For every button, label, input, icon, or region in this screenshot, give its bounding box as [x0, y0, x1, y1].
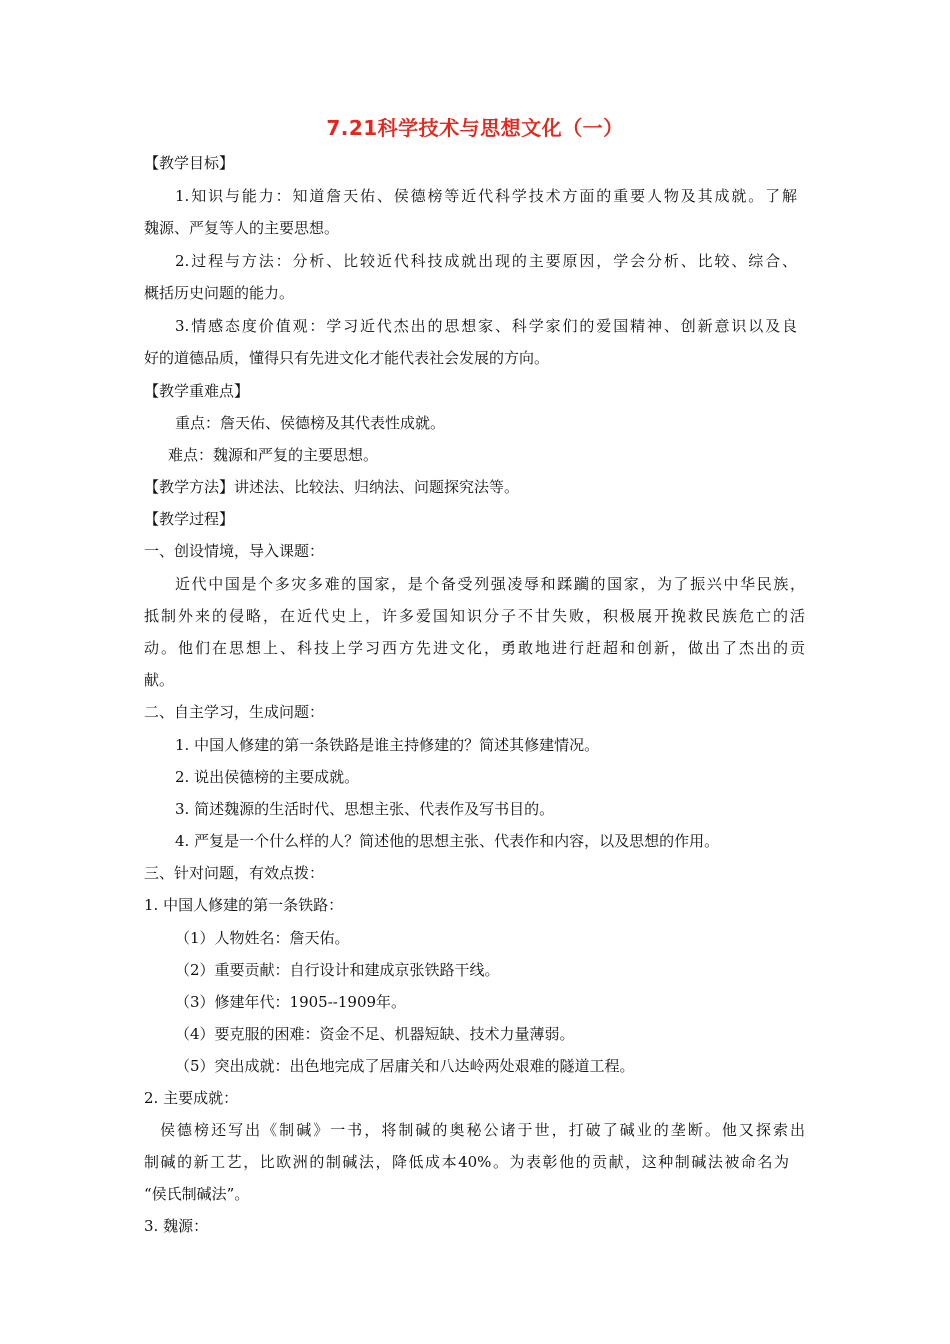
section-heading-keypoints: 【教学重难点】	[144, 382, 250, 400]
key-point: 重点：詹天佑、侯德榜及其代表性成就。	[175, 414, 446, 432]
answer-2-line-1: 侯德榜还写出《制碱》一书，将制碱的奥秘公诸于世，打破了碱业的垄断。他又探索出	[160, 1121, 805, 1139]
intro-line-1: 近代中国是个多灾多难的国家，是个备受列强凌辱和蹂躏的国家，为了振兴中华民族，	[175, 575, 805, 593]
intro-line-4: 献。	[144, 671, 175, 689]
difficult-point: 难点：魏源和严复的主要思想。	[168, 446, 379, 464]
goal-3-line-2: 好的道德品质，懂得只有先进文化才能代表社会发展的方向。	[144, 349, 550, 367]
intro-line-3: 动。他们在思想上、科技上学习西方先进文化，勇敢地进行赶超和创新，做出了杰出的贡	[144, 639, 805, 657]
goal-2-line-2: 概括历史问题的能力。	[144, 284, 295, 302]
answer-2-line-3: “侯氏制碱法”。	[144, 1185, 250, 1203]
document-title: 7.21科学技术与思想文化（一）	[326, 116, 624, 140]
answer-2-line-2: 制碱的新工艺，比欧洲的制碱法，降低成本40%。为表彰他的贡献，这种制碱法被命名为	[144, 1153, 789, 1171]
question-3: 3. 简述魏源的生活时代、思想主张、代表作及写书目的。	[175, 800, 555, 818]
answer-3-heading: 3. 魏源：	[144, 1217, 209, 1235]
step-2-heading: 二、自主学习，生成问题：	[144, 703, 325, 721]
answer-1-item-4: （4）要克服的困难：资金不足、机器短缺、技术力量薄弱。	[175, 1025, 575, 1043]
section-heading-goals: 【教学目标】	[144, 154, 235, 172]
goal-2-line-1: 2.过程与方法：分析、比较近代科技成就出现的主要原因，学会分析、比较、综合、	[175, 252, 797, 270]
answer-1-heading: 1. 中国人修建的第一条铁路：	[144, 896, 344, 914]
goal-1-line-1: 1.知识与能力：知道詹天佑、侯德榜等近代科学技术方面的重要人物及其成就。了解	[175, 187, 797, 205]
section-heading-process: 【教学过程】	[144, 510, 235, 528]
question-1: 1. 中国人修建的第一条铁路是谁主持修建的？简述其修建情况。	[175, 736, 600, 754]
answer-1-item-3: （3）修建年代：1905--1909年。	[175, 993, 407, 1011]
step-1-heading: 一、创设情境，导入课题：	[144, 542, 325, 560]
answer-1-item-5: （5）突出成就：出色地完成了居庸关和八达岭两处艰难的隧道工程。	[175, 1057, 635, 1075]
question-4: 4. 严复是一个什么样的人？简述他的思想主张、代表作和内容，以及思想的作用。	[175, 832, 720, 850]
goal-3-line-1: 3.情感态度价值观：学习近代杰出的思想家、科学家们的爱国精神、创新意识以及良	[175, 317, 797, 335]
answer-1-item-1: （1）人物姓名：詹天佑。	[175, 929, 350, 947]
goal-1-line-2: 魏源、严复等人的主要思想。	[144, 219, 340, 237]
step-3-heading: 三、针对问题，有效点拨：	[144, 864, 325, 882]
question-2: 2. 说出侯德榜的主要成就。	[175, 768, 360, 786]
intro-line-2: 抵制外来的侵略，在近代史上，许多爱国知识分子不甘失败，积极展开挽救民族危亡的活	[144, 607, 805, 625]
answer-2-heading: 2. 主要成就：	[144, 1089, 239, 1107]
answer-1-item-2: （2）重要贡献：自行设计和建成京张铁路干线。	[175, 961, 500, 979]
teaching-methods: 【教学方法】讲述法、比较法、归纳法、问题探究法等。	[144, 478, 520, 496]
